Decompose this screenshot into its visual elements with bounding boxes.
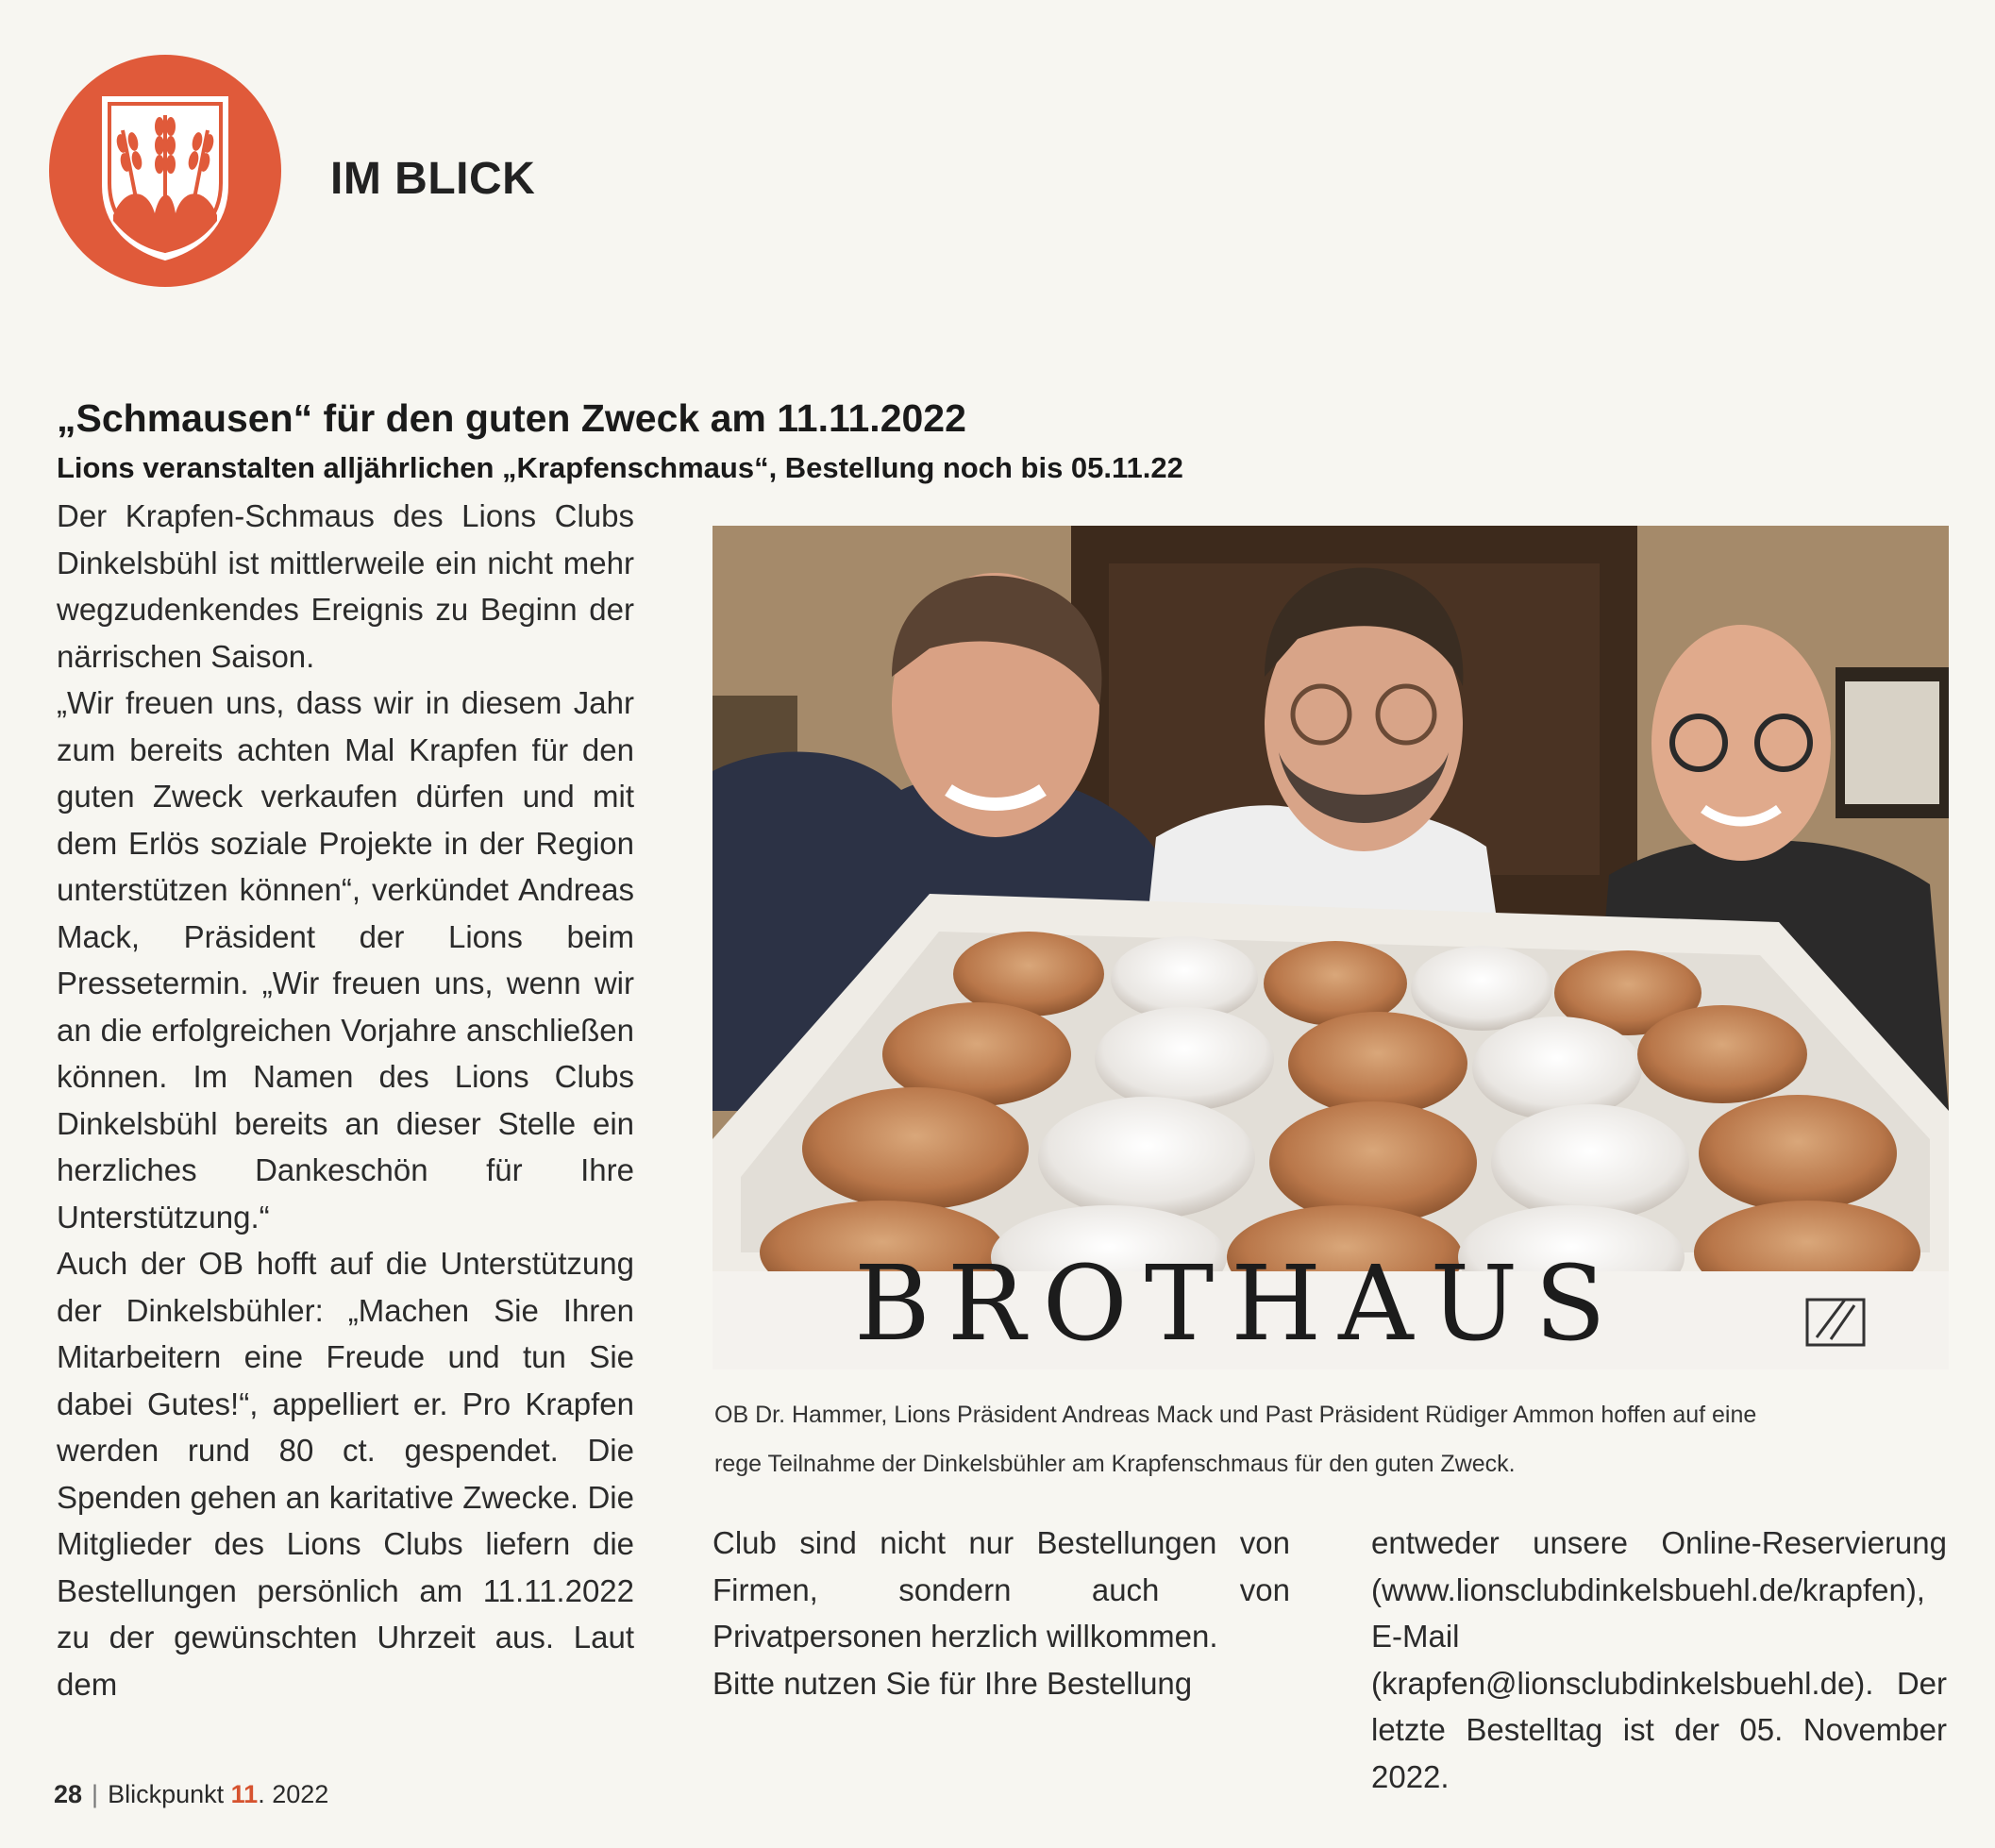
article-photo [712,526,1949,1369]
body-column-2 [712,1520,1290,1706]
magazine-name: Blickpunkt [108,1780,225,1808]
issue-month: 11 [230,1780,259,1808]
wheat-crest-icon [49,55,281,287]
photo-caption [714,1390,1932,1488]
body-column-3 [1371,1520,1947,1800]
paragraph: Club sind nicht nur Bestellungen von Firmen, sondern auch von Privatpersonen herzlich willkommen. [712,1525,1290,1654]
section-label: IM BLICK [330,154,536,204]
caption-line: OB Dr. Hammer, Lions Präsident Andreas Mack und Past Präsident Rüdiger Ammon hoffen auf eine [714,1402,1757,1428]
issue-year: . 2022 [258,1780,329,1808]
article-title: „Schmausen“ für den guten Zweck am 11.11.2022 [57,396,966,440]
page-footer [54,1780,328,1809]
paragraph: Auch der OB hofft auf die Unterstützung der Dinkelsbühler: „Machen Sie Ihren Mitarbeitern eine Freude und tun Sie dabei Gutes!“, appelliert er. Pro Krapfen werden rund 80 ct. gespendet. Die Spenden gehen an karitative Zwecke. Die Mitglieder des Lions Clubs liefern die Bestellungen persönlich am 11.11.2022 zu der gewünschten Uhrzeit aus. Laut dem [57,1246,634,1702]
caption-line: rege Teilnahme der Dinkelsbühler am Krapfenschmaus für den guten Zweck. [714,1451,1516,1477]
footer-separator: | [92,1780,99,1808]
paragraph: Der Krapfen-Schmaus des Lions Clubs Dinkelsbühl ist mittlerweile ein nicht mehr wegzudenkendes Ereignis zu Beginn der närrischen Saison. [57,498,634,674]
paragraph: Bitte nutzen Sie für Ihre Bestellung [712,1665,1193,1701]
article-subtitle: Lions veranstalten alljährlichen „Krapfenschmaus“, Bestellung noch bis 05.11.22 [57,451,1183,484]
page-number: 28 [54,1780,83,1808]
box-print-text: BROTHAUS [854,1243,1623,1364]
paragraph: entweder unsere Online-Reservierung (www.lionsclubdinkelsbuehl.de/krapfen), E-Mail (krapfen@lionsclubdinkelsbuehl.de). Der letzte Bestelltag ist der 05. November 2022. [1371,1525,1947,1794]
body-column-1 [57,493,634,1707]
logo-badge [49,55,281,287]
paragraph: „Wir freuen uns, dass wir in diesem Jahr zum bereits achten Mal Krapfen für den guten Zweck verkaufen dürfen und mit dem Erlös soziale Projekte in der Region unterstützen können“, verkündet Andreas Mack, Präsident der Lions beim Pressetermin. „Wir freuen uns, wenn wir an die erfolgreichen Vorjahre anschließen können. Im Namen des Lions Clubs Dinkelsbühl bereits an dieser Stelle ein herzliches Dankeschön für Ihre Unterstützung.“ [57,685,634,1235]
